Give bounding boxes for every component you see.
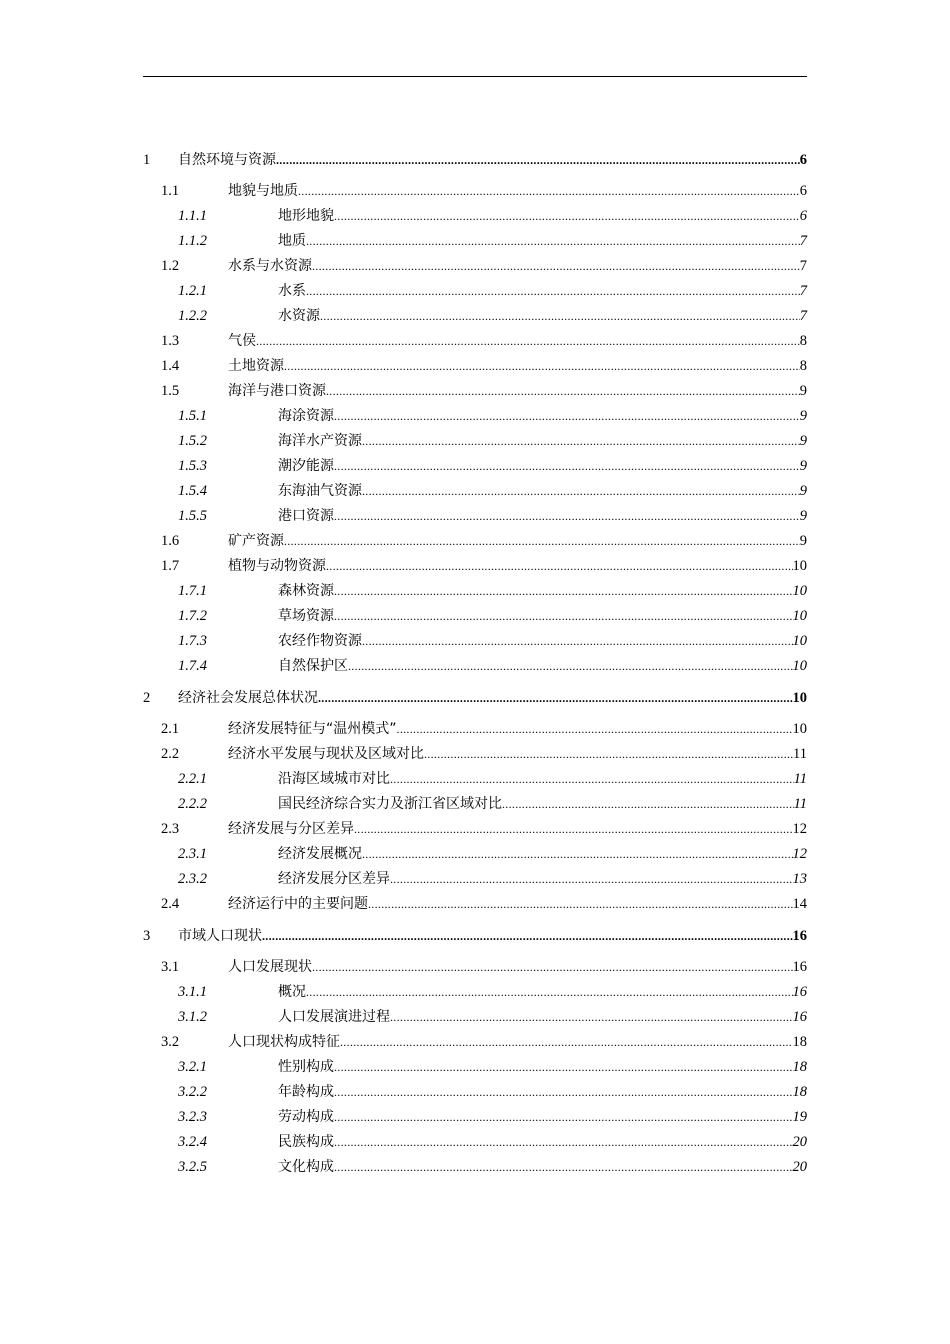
toc-page-number: 7 <box>799 233 807 249</box>
toc-page-number: 8 <box>799 333 807 349</box>
toc-entry-level3[interactable] <box>143 504 807 529</box>
toc-page-number: 12 <box>792 821 807 837</box>
toc-entry-level3[interactable] <box>143 792 807 817</box>
toc-number: 1.5 <box>161 383 180 399</box>
toc-page-number: 9 <box>799 433 807 449</box>
toc-number: 1.7.4 <box>178 658 207 674</box>
toc-page-number: 9 <box>799 533 807 549</box>
toc-title: 人口现状构成特征 <box>228 1034 340 1050</box>
toc-entry-level3[interactable] <box>143 1055 807 1080</box>
toc-title: 经济发展与分区差异 <box>228 821 354 837</box>
toc-page-number: 16 <box>792 984 807 1000</box>
toc-number: 1.7 <box>161 558 180 574</box>
toc-entry-level2[interactable] <box>143 329 807 354</box>
toc-title: 水系 <box>278 283 306 299</box>
toc-page-number: 18 <box>792 1034 807 1050</box>
toc-page-number: 10 <box>792 633 807 649</box>
toc-entry-level2[interactable] <box>143 354 807 379</box>
toc-leader-dots <box>362 429 800 454</box>
toc-entry-level3[interactable] <box>143 1005 807 1030</box>
toc-entry-level3[interactable] <box>143 229 807 254</box>
toc-leader-dots <box>306 279 800 304</box>
toc-leader-dots <box>334 454 800 479</box>
toc-number: 3.1.1 <box>178 984 207 1000</box>
toc-title: 矿产资源 <box>228 533 284 549</box>
toc-entry-level3[interactable] <box>143 604 807 629</box>
toc-page-number: 12 <box>792 846 807 862</box>
toc-number: 2.2.2 <box>178 796 207 812</box>
toc-number: 3.2.5 <box>178 1159 207 1175</box>
toc-leader-dots <box>334 579 793 604</box>
toc-title: 东海油气资源 <box>278 483 362 499</box>
toc-title: 水系与水资源 <box>228 258 312 274</box>
toc-number: 1.5.3 <box>178 458 207 474</box>
toc-title: 海洋水产资源 <box>278 433 362 449</box>
toc-number: 1.3 <box>161 333 180 349</box>
toc-page-number: 18 <box>792 1059 807 1075</box>
toc-title: 港口资源 <box>278 508 334 524</box>
toc-entry-level3[interactable] <box>143 867 807 892</box>
toc-number: 1.5.5 <box>178 508 207 524</box>
toc-number: 2.2.1 <box>178 771 207 787</box>
toc-title: 地貌与地质 <box>228 183 298 199</box>
toc-number: 1 <box>143 152 151 168</box>
toc-leader-dots <box>397 717 793 742</box>
toc-number: 1.7.2 <box>178 608 207 624</box>
toc-title: 文化构成 <box>278 1159 334 1175</box>
toc-page-number: 16 <box>792 959 807 975</box>
toc-entry-level2[interactable] <box>143 742 807 767</box>
toc-number: 2.3 <box>161 821 180 837</box>
toc-page-number: 11 <box>793 746 807 762</box>
toc-page-number: 11 <box>793 796 807 812</box>
toc-entry-level3[interactable] <box>143 654 807 679</box>
toc-page-number: 11 <box>793 771 807 787</box>
toc-title: 潮汐能源 <box>278 458 334 474</box>
toc-page-number: 20 <box>792 1159 807 1175</box>
toc-page-number: 6 <box>799 152 807 168</box>
toc-leader-dots <box>306 980 793 1005</box>
toc-title: 人口发展现状 <box>228 959 312 975</box>
toc-leader-dots <box>326 379 800 404</box>
toc-page-number: 10 <box>792 583 807 599</box>
toc-leader-dots <box>284 529 800 554</box>
toc-number: 3.1 <box>161 959 180 975</box>
toc-number: 3.2.1 <box>178 1059 207 1075</box>
toc-number: 2.3.2 <box>178 871 207 887</box>
toc-leader-dots <box>334 204 800 229</box>
toc-page-number: 7 <box>799 258 807 274</box>
toc-leader-dots <box>390 867 793 892</box>
toc-title: 农经作物资源 <box>278 633 362 649</box>
toc-leader-dots <box>312 955 793 980</box>
toc-number: 1.5.2 <box>178 433 207 449</box>
toc-title: 草场资源 <box>278 608 334 624</box>
toc-title: 海涂资源 <box>278 408 334 424</box>
toc-leader-dots <box>334 1080 793 1105</box>
toc-number: 2.4 <box>161 896 180 912</box>
toc-leader-dots <box>312 254 800 279</box>
toc-entry-level3[interactable] <box>143 279 807 304</box>
toc-entry-level3[interactable] <box>143 1105 807 1130</box>
toc-page-number: 19 <box>792 1109 807 1125</box>
toc-page-number: 9 <box>799 458 807 474</box>
toc-leader-dots <box>306 229 800 254</box>
toc-title: 植物与动物资源 <box>228 558 326 574</box>
toc-leader-dots <box>320 304 800 329</box>
toc-entry-level3[interactable] <box>143 980 807 1005</box>
toc-entry-level3[interactable] <box>143 1080 807 1105</box>
toc-number: 1.7.1 <box>178 583 207 599</box>
toc-leader-dots <box>276 145 800 175</box>
toc-leader-dots <box>362 479 800 504</box>
toc-page-number: 16 <box>792 1009 807 1025</box>
toc-page-number: 18 <box>792 1084 807 1100</box>
toc-title: 人口发展演进过程 <box>278 1009 390 1025</box>
toc-title: 经济水平发展与现状及区域对比 <box>228 746 424 762</box>
toc-title: 国民经济综合实力及浙江省区域对比 <box>278 796 502 812</box>
toc-title: 年龄构成 <box>278 1084 334 1100</box>
toc-number: 1.2 <box>161 258 180 274</box>
toc-title: 自然保护区 <box>278 658 348 674</box>
toc-page-number: 10 <box>792 608 807 624</box>
toc-leader-dots <box>424 742 793 767</box>
toc-page-number: 10 <box>792 658 807 674</box>
toc-entry-level2[interactable] <box>143 817 807 842</box>
toc-entry-level3[interactable] <box>143 454 807 479</box>
toc-number: 1.1.1 <box>178 208 207 224</box>
toc-entry-level2[interactable] <box>143 179 807 204</box>
toc-leader-dots <box>262 921 793 951</box>
toc-entry-level3[interactable] <box>143 579 807 604</box>
toc-entry-level3[interactable] <box>143 204 807 229</box>
toc-page-number: 6 <box>799 183 807 199</box>
toc-leader-dots <box>334 504 800 529</box>
toc-title: 土地资源 <box>228 358 284 374</box>
toc-leader-dots <box>318 683 793 713</box>
toc-page-number: 10 <box>792 721 807 737</box>
toc-page-number: 9 <box>799 508 807 524</box>
toc-leader-dots <box>334 404 800 429</box>
toc-page-number: 6 <box>799 208 807 224</box>
toc-number: 1.2.1 <box>178 283 207 299</box>
toc-title: 经济社会发展总体状况 <box>178 690 318 706</box>
toc-number: 3.2.3 <box>178 1109 207 1125</box>
toc-entry-level1[interactable] <box>143 683 807 713</box>
toc-title: 经济发展分区差异 <box>278 871 390 887</box>
toc-page-number: 7 <box>799 283 807 299</box>
toc-title: 经济运行中的主要问题 <box>228 896 368 912</box>
toc-entry-level3[interactable] <box>143 842 807 867</box>
toc-entry-level2[interactable] <box>143 554 807 579</box>
toc-entry-level2[interactable] <box>143 955 807 980</box>
toc-leader-dots <box>390 767 794 792</box>
toc-entry-level2[interactable] <box>143 892 807 917</box>
toc-entry-level3[interactable] <box>143 629 807 654</box>
toc-leader-dots <box>334 1130 793 1155</box>
toc-entry-level3[interactable] <box>143 304 807 329</box>
toc-entry-level3[interactable] <box>143 479 807 504</box>
toc-title: 劳动构成 <box>278 1109 334 1125</box>
toc-title: 经济发展特征与“温州模式” <box>228 721 397 737</box>
toc-page-number: 10 <box>792 690 807 706</box>
toc-leader-dots <box>502 792 794 817</box>
toc-title: 市域人口现状 <box>178 928 262 944</box>
toc-page-number: 9 <box>799 483 807 499</box>
toc-page-number: 16 <box>792 928 807 944</box>
toc-page-number: 7 <box>799 308 807 324</box>
toc-leader-dots <box>390 1005 793 1030</box>
toc-title: 海洋与港口资源 <box>228 383 326 399</box>
toc-title: 自然环境与资源 <box>178 152 276 168</box>
toc-entry-level1[interactable] <box>143 921 807 951</box>
toc-entry-level2[interactable] <box>143 254 807 279</box>
toc-leader-dots <box>362 842 793 867</box>
toc-number: 3.2 <box>161 1034 180 1050</box>
toc-number: 3 <box>143 928 151 944</box>
toc-title: 沿海区域城市对比 <box>278 771 390 787</box>
toc-page-number: 13 <box>792 871 807 887</box>
toc-entry-level2[interactable] <box>143 717 807 742</box>
toc-number: 1.7.3 <box>178 633 207 649</box>
toc-entry-level3[interactable] <box>143 429 807 454</box>
toc-number: 2.2 <box>161 746 180 762</box>
toc-entry-level2[interactable] <box>143 1030 807 1055</box>
toc-leader-dots <box>334 604 793 629</box>
toc-leader-dots <box>334 1155 793 1180</box>
toc-leader-dots <box>368 892 793 917</box>
toc-title: 地形地貌 <box>278 208 334 224</box>
toc-number: 3.2.2 <box>178 1084 207 1100</box>
toc-title: 经济发展概况 <box>278 846 362 862</box>
toc-entry-level1[interactable] <box>143 145 807 175</box>
toc-number: 2.1 <box>161 721 180 737</box>
toc-number: 1.1.2 <box>178 233 207 249</box>
toc-leader-dots <box>362 629 793 654</box>
toc-title: 地质 <box>278 233 306 249</box>
toc-title: 民族构成 <box>278 1134 334 1150</box>
toc-title: 气侯 <box>228 333 256 349</box>
toc-entry-level3[interactable] <box>143 404 807 429</box>
toc-entry-level3[interactable] <box>143 767 807 792</box>
toc-page-number: 14 <box>792 896 807 912</box>
toc-number: 1.6 <box>161 533 180 549</box>
toc-page-number: 9 <box>799 383 807 399</box>
toc-leader-dots <box>334 1105 793 1130</box>
toc-page-number: 10 <box>792 558 807 574</box>
toc-title: 性别构成 <box>278 1059 334 1075</box>
toc-leader-dots <box>348 654 793 679</box>
toc-number: 1.5.4 <box>178 483 207 499</box>
toc-number: 3.2.4 <box>178 1134 207 1150</box>
toc-title: 水资源 <box>278 308 320 324</box>
toc-page-number: 8 <box>799 358 807 374</box>
toc-leader-dots <box>298 179 800 204</box>
toc-leader-dots <box>256 329 800 354</box>
toc-number: 2.3.1 <box>178 846 207 862</box>
toc-entry-level3[interactable] <box>143 1155 807 1180</box>
toc-title: 概况 <box>278 984 306 1000</box>
toc-leader-dots <box>334 1055 793 1080</box>
header-rule <box>143 76 807 77</box>
toc-number: 1.1 <box>161 183 180 199</box>
toc-leader-dots <box>284 354 800 379</box>
toc-leader-dots <box>340 1030 793 1055</box>
toc-number: 1.5.1 <box>178 408 207 424</box>
toc-number: 1.4 <box>161 358 180 374</box>
toc-entry-level2[interactable] <box>143 529 807 554</box>
toc-number: 1.2.2 <box>178 308 207 324</box>
toc-page-number: 20 <box>792 1134 807 1150</box>
toc-entry-level3[interactable] <box>143 1130 807 1155</box>
toc-leader-dots <box>354 817 793 842</box>
toc-page-number: 9 <box>799 408 807 424</box>
toc-title: 森林资源 <box>278 583 334 599</box>
toc-number: 2 <box>143 690 151 706</box>
toc-number: 3.1.2 <box>178 1009 207 1025</box>
toc-entry-level2[interactable] <box>143 379 807 404</box>
table-of-contents <box>143 145 807 1180</box>
toc-leader-dots <box>326 554 793 579</box>
